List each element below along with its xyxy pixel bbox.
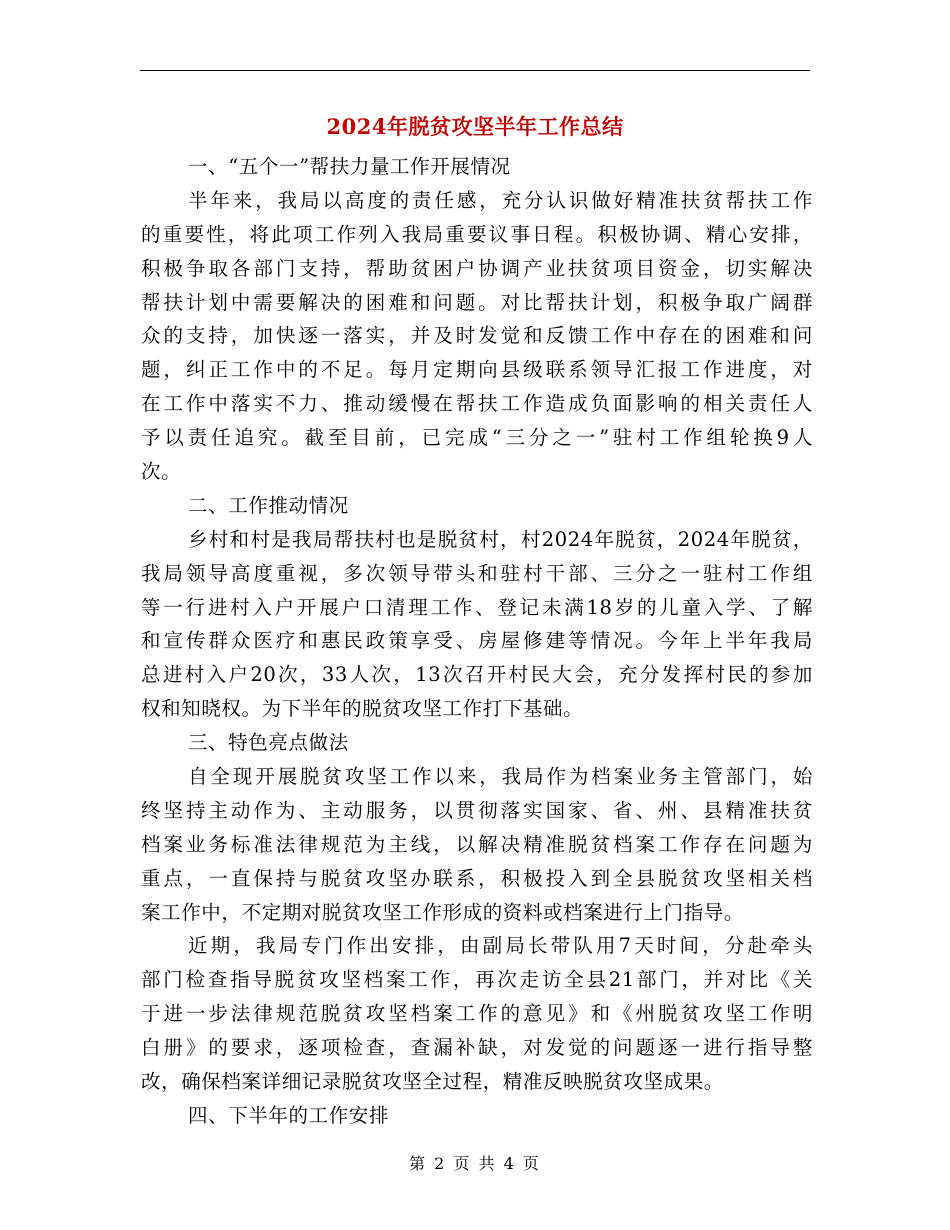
paragraph-line: 次。 (141, 460, 182, 484)
paragraph-line: 等一行进村入户开展户口清理工作、登记未满18岁的儿童入学、了解 (141, 595, 813, 619)
paragraph-line: 自全现开展脱贫攻坚工作以来，我局作为档案业务主管部门，始 (188, 765, 813, 789)
paragraph-line: 终坚持主动作为、主动服务，以贯彻落实国家、省、州、县精准扶贫 (141, 798, 813, 822)
paragraph-line: 于进一步法律规范脱贫攻坚档案工作的意见》和《州脱贫攻坚工作明 (141, 1002, 813, 1026)
section-heading: 一、“五个一”帮扶力量工作开展情况 (188, 155, 511, 178)
paragraph-line: 我局领导高度重视，多次领导带头和驻村干部、三分之一驻村工作组 (141, 561, 813, 585)
paragraph-line: 题，纠正工作中的不足。每月定期向县级联系领导汇报工作进度，对 (141, 358, 813, 382)
paragraph-line: 帮扶计划中需要解决的困难和问题。对比帮扶计划，积极争取广阔群 (141, 290, 813, 314)
paragraph-line: 众的支持，加快逐一落实，并及时发觉和反馈工作中存在的困难和问 (141, 324, 813, 348)
paragraph-line: 重点，一直保持与脱贫攻坚办联系，积极投入到全县脱贫攻坚相关档 (141, 866, 813, 890)
paragraph-line: 半年来，我局以高度的责任感，充分认识做好精准扶贫帮扶工作 (188, 188, 813, 212)
paragraph-line: 近期，我局专门作出安排，由副局长带队用7天时间，分赴牵头 (188, 934, 813, 958)
paragraph-line: 的重要性，将此项工作列入我局重要议事日程。积极协调、精心安排， (141, 222, 813, 246)
header-rule (140, 70, 810, 71)
paragraph-line: 总进村入户20次，33人次，13次召开村民大会，充分发挥村民的参加 (141, 663, 813, 687)
document-title: 2024年脱贫攻坚半年工作总结 (326, 114, 624, 139)
paragraph-line: 档案业务标准法律规范为主线，以解决精准脱贫档案工作存在问题为 (141, 832, 813, 856)
paragraph-line: 案工作中，不定期对脱贫攻坚工作形成的资料或档案进行上门指导。 (141, 900, 745, 924)
section-heading: 三、特色亮点做法 (188, 731, 349, 755)
paragraph-line: 和宣传群众医疗和惠民政策享受、房屋修建等情况。今年上半年我局 (141, 629, 813, 653)
paragraph-line: 白册》的要求，逐项检查，查漏补缺，对发觉的问题逐一进行指导整 (141, 1036, 813, 1060)
paragraph-line: 改，确保档案详细记录脱贫攻坚全过程，精准反映脱贫攻坚成果。 (141, 1070, 724, 1094)
paragraph-line: 予以责任追究。截至目前，已完成“三分之一”驻村工作组轮换9人 (141, 426, 813, 450)
section-heading: 四、下半年的工作安排 (188, 1103, 390, 1127)
section-heading: 二、工作推动情况 (188, 493, 349, 517)
page-number: 第 2 页 共 4 页 (409, 1154, 541, 1173)
document-body (141, 150, 813, 1133)
paragraph-line: 积极争取各部门支持，帮助贫困户协调产业扶贫项目资金，切实解决 (141, 256, 813, 280)
paragraph-line: 部门检查指导脱贫攻坚档案工作，再次走访全县21部门，并对比《关 (141, 968, 813, 992)
paragraph-line: 在工作中落实不力、推动缓慢在帮扶工作造成负面影响的相关责任人 (141, 392, 813, 416)
paragraph-line: 乡村和村是我局帮扶村也是脱贫村，村2024年脱贫，2024年脱贫， (188, 527, 813, 551)
paragraph-line: 权和知晓权。为下半年的脱贫攻坚工作打下基础。 (141, 697, 584, 721)
